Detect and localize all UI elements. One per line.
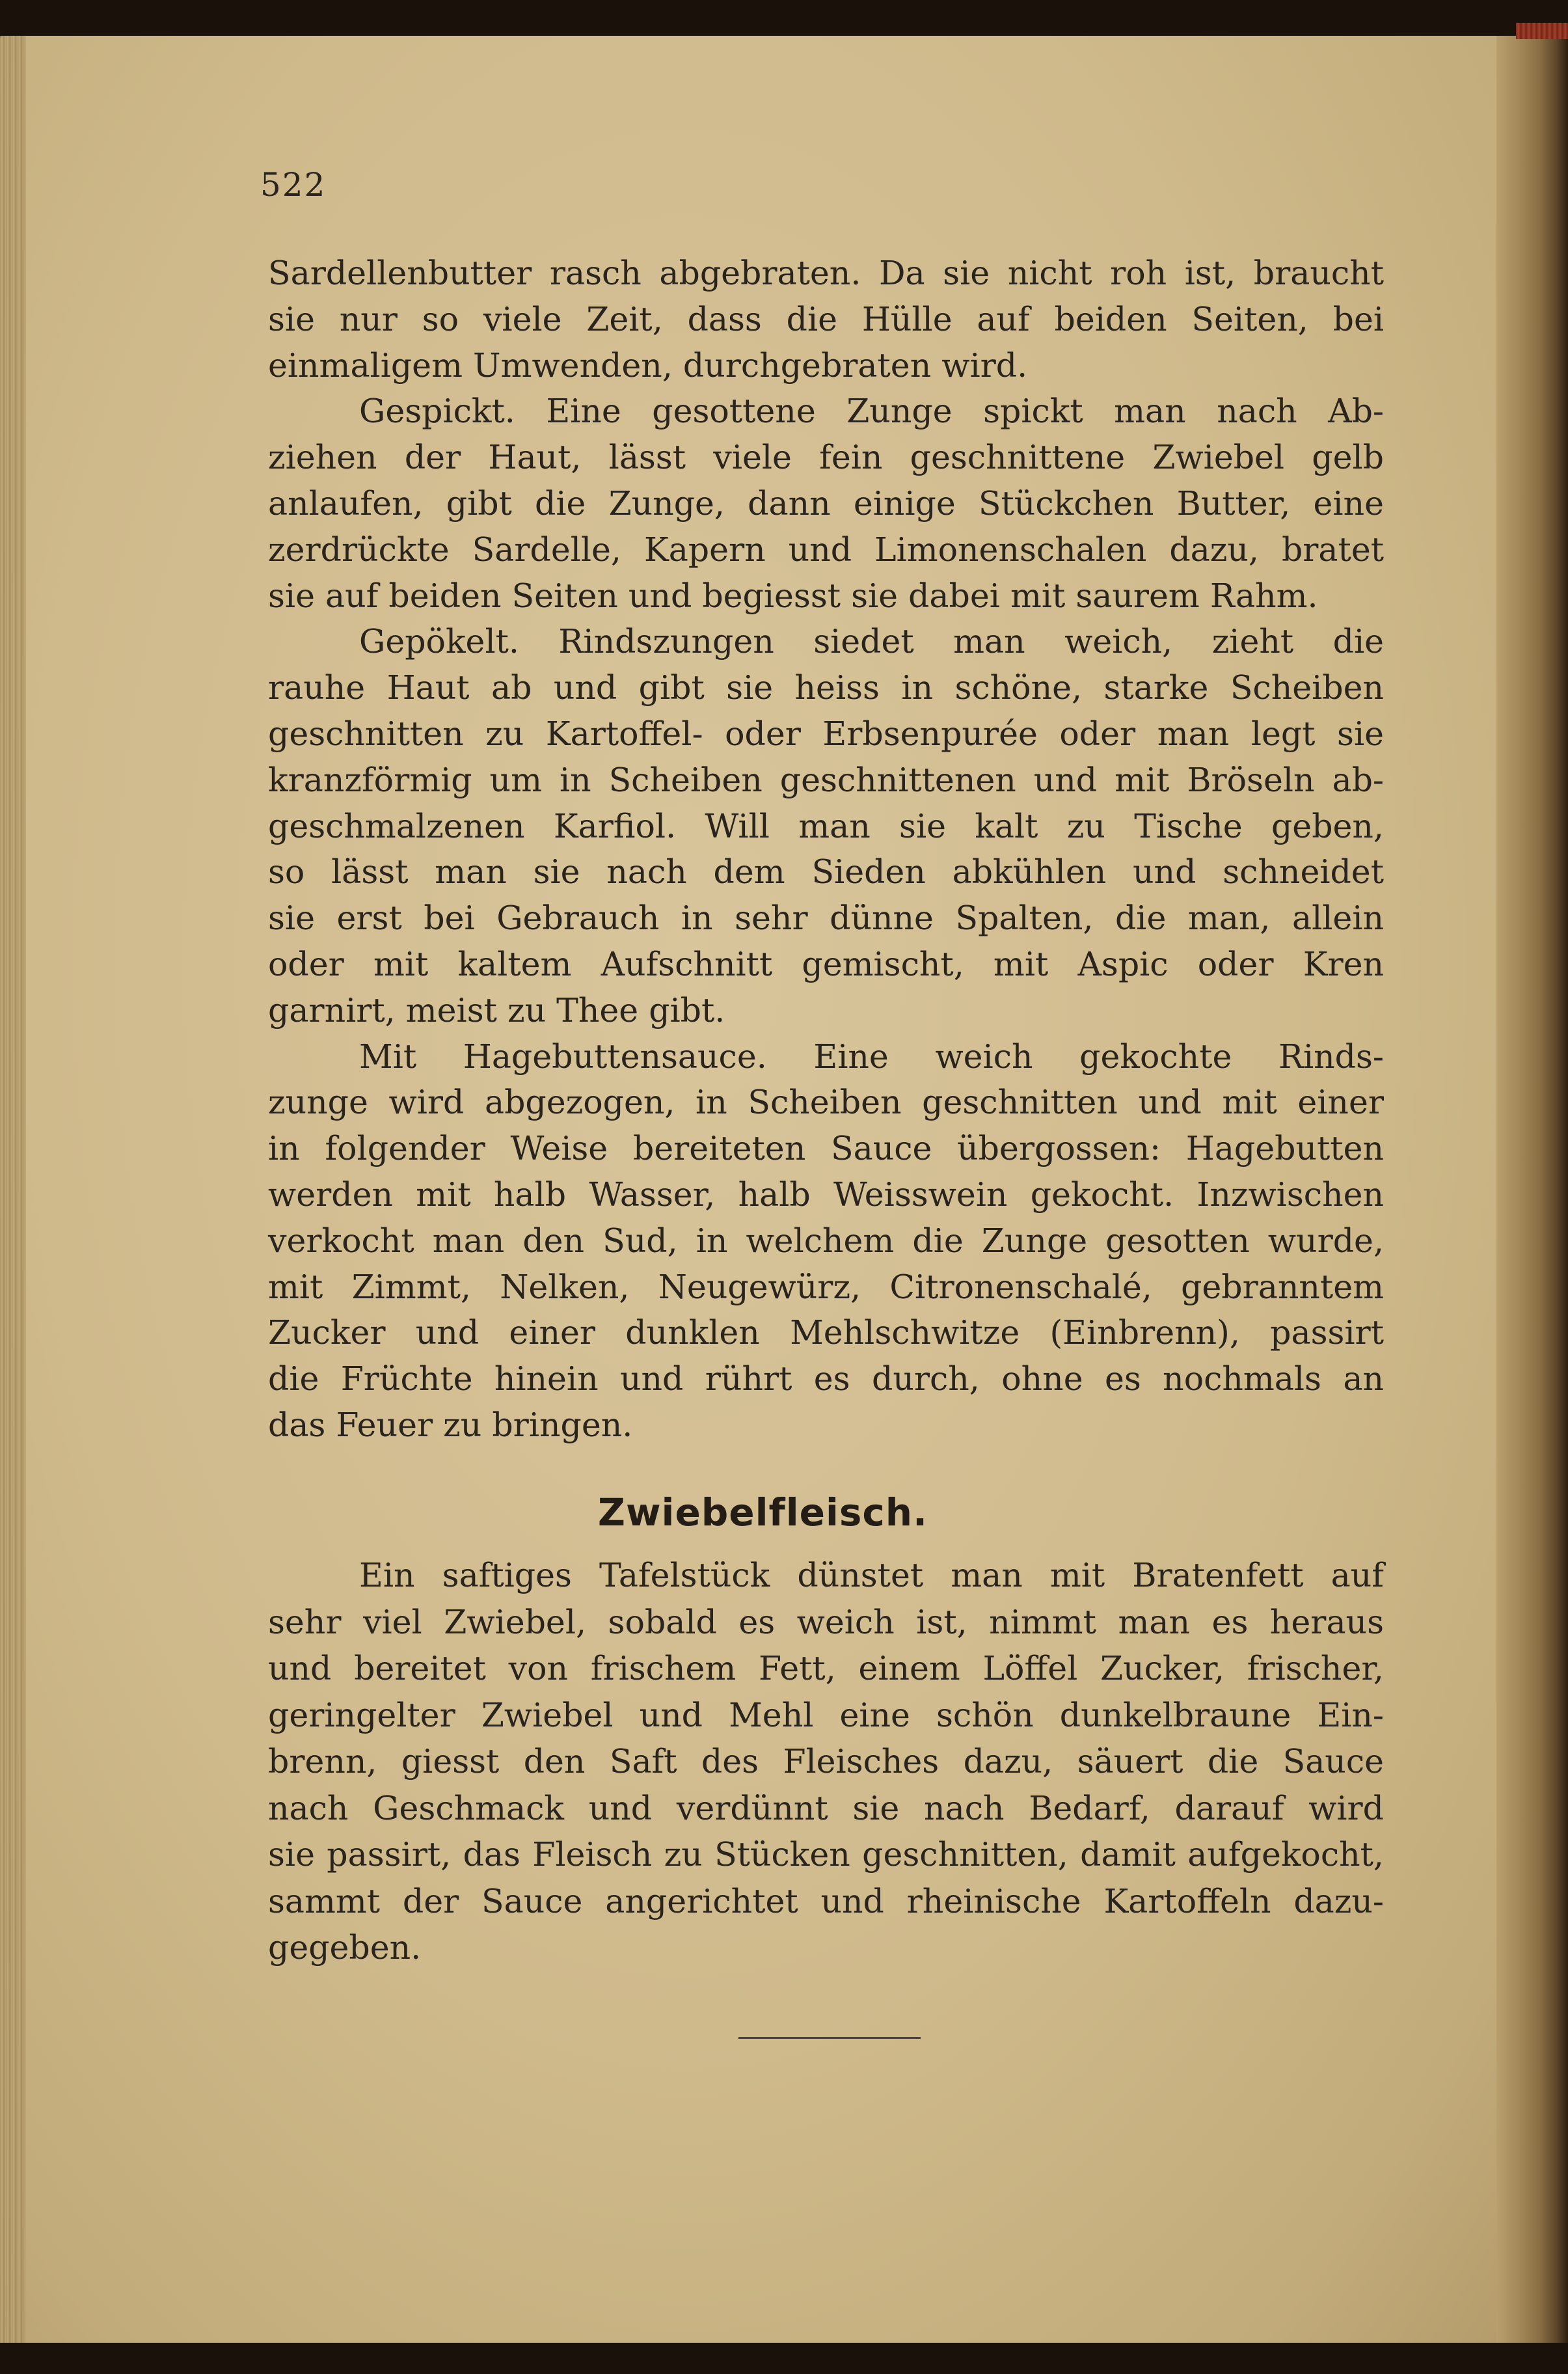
text-line: so lässt man sie nach dem Sieden abkühlen und schneidet <box>268 853 1384 892</box>
text-line: die Früchte hinein und rührt es durch, ohne es nochmals an <box>268 1359 1384 1398</box>
section-1-body <box>268 251 1384 1449</box>
text-line: geschmalzenen Karfiol. Will man sie kalt zu Tische geben, <box>268 806 1384 845</box>
page-stack-edge <box>0 36 26 2349</box>
text-line: sie passirt, das Fleisch zu Stücken geschnitten, damit aufgekocht, <box>268 1835 1384 1874</box>
text-line: sehr viel Zwiebel, sobald es weich ist, nimmt man es heraus <box>268 1602 1384 1641</box>
text-line-paragraph-start: Gepökelt. Rindszungen siedet man weich, zieht die <box>359 622 1384 661</box>
text-line: geschnitten zu Kartoffel- oder Erbsenpurée oder man legt sie <box>268 714 1384 753</box>
end-divider-rule <box>738 2037 921 2039</box>
text-line-paragraph-start: Gespickt. Eine gesottene Zunge spickt man nach Ab- <box>359 392 1384 431</box>
scan-bottom-edge <box>0 2343 1568 2374</box>
text-line-paragraph-start: Ein saftiges Tafelstück dünstet man mit Bratenfett auf <box>359 1556 1384 1594</box>
text-line: nach Geschmack und verdünnt sie nach Bedarf, darauf wird <box>268 1788 1384 1827</box>
text-line: rauhe Haut ab und gibt sie heiss in schöne, starke Scheiben <box>268 668 1384 707</box>
text-line: anlaufen, gibt die Zunge, dann einige Stückchen Butter, eine <box>268 484 1384 523</box>
text-line: einmaligem Umwenden, durchgebraten wird. <box>268 346 1028 385</box>
text-line: zunge wird abgezogen, in Scheiben geschnitten und mit einer <box>268 1083 1384 1122</box>
text-line: werden mit halb Wasser, halb Weisswein gekocht. Inzwischen <box>268 1175 1384 1214</box>
text-line: sammt der Sauce angerichtet und rheinische Kartoffeln dazu- <box>268 1881 1384 1920</box>
text-line: kranzförmig um in Scheiben geschnittenen und mit Bröseln ab- <box>268 760 1384 799</box>
text-line: mit Zimmt, Nelken, Neugewürz, Citronenschalé, gebranntem <box>268 1267 1384 1306</box>
text-line: Sardellenbutter rasch abgebraten. Da sie nicht roh ist, braucht <box>268 254 1384 292</box>
text-line: und bereitet von frischem Fett, einem Löffel Zucker, frischer, <box>268 1649 1384 1687</box>
text-line: geringelter Zwiebel und Mehl eine schön dunkelbraune Ein- <box>268 1695 1384 1734</box>
text-line: zerdrückte Sardelle, Kapern und Limonenschalen dazu, bratet <box>268 530 1384 569</box>
text-line: oder mit kaltem Aufschnitt gemischt, mit Aspic oder Kren <box>268 944 1384 983</box>
text-line-paragraph-start: Mit Hagebuttensauce. Eine weich gekochte Rinds- <box>359 1037 1384 1076</box>
text-line: das Feuer zu bringen. <box>268 1405 633 1444</box>
text-line: sie erst bei Gebrauch in sehr dünne Spalten, die man, allein <box>268 899 1384 938</box>
text-line: Zucker und einer dunklen Mehlschwitze (Einbrenn), passirt <box>268 1313 1384 1352</box>
text-line: brenn, giesst den Saft des Fleisches dazu, säuert die Sauce <box>268 1742 1384 1780</box>
text-line: gegeben. <box>268 1928 422 1967</box>
text-line: sie nur so viele Zeit, dass die Hülle auf beiden Seiten, bei <box>268 299 1384 338</box>
binding-gutter <box>1496 36 1568 2349</box>
text-line: verkocht man den Sud, in welchem die Zunge gesotten wurde, <box>268 1221 1384 1260</box>
book-spine-edge <box>1516 23 1568 39</box>
section-heading: Zwiebelfleisch. <box>597 1490 928 1535</box>
text-line: in folgender Weise bereiteten Sauce übergossen: Hagebutten <box>268 1129 1384 1168</box>
section-2-body <box>268 1552 1384 1971</box>
page-number: 522 <box>260 166 327 204</box>
text-line: ziehen der Haut, lässt viele fein geschnittene Zwiebel gelb <box>268 438 1384 477</box>
text-line: garnirt, meist zu Thee gibt. <box>268 990 725 1030</box>
text-line: sie auf beiden Seiten und begiesst sie dabei mit saurem Rahm. <box>268 576 1318 615</box>
scan-top-edge <box>0 0 1568 39</box>
